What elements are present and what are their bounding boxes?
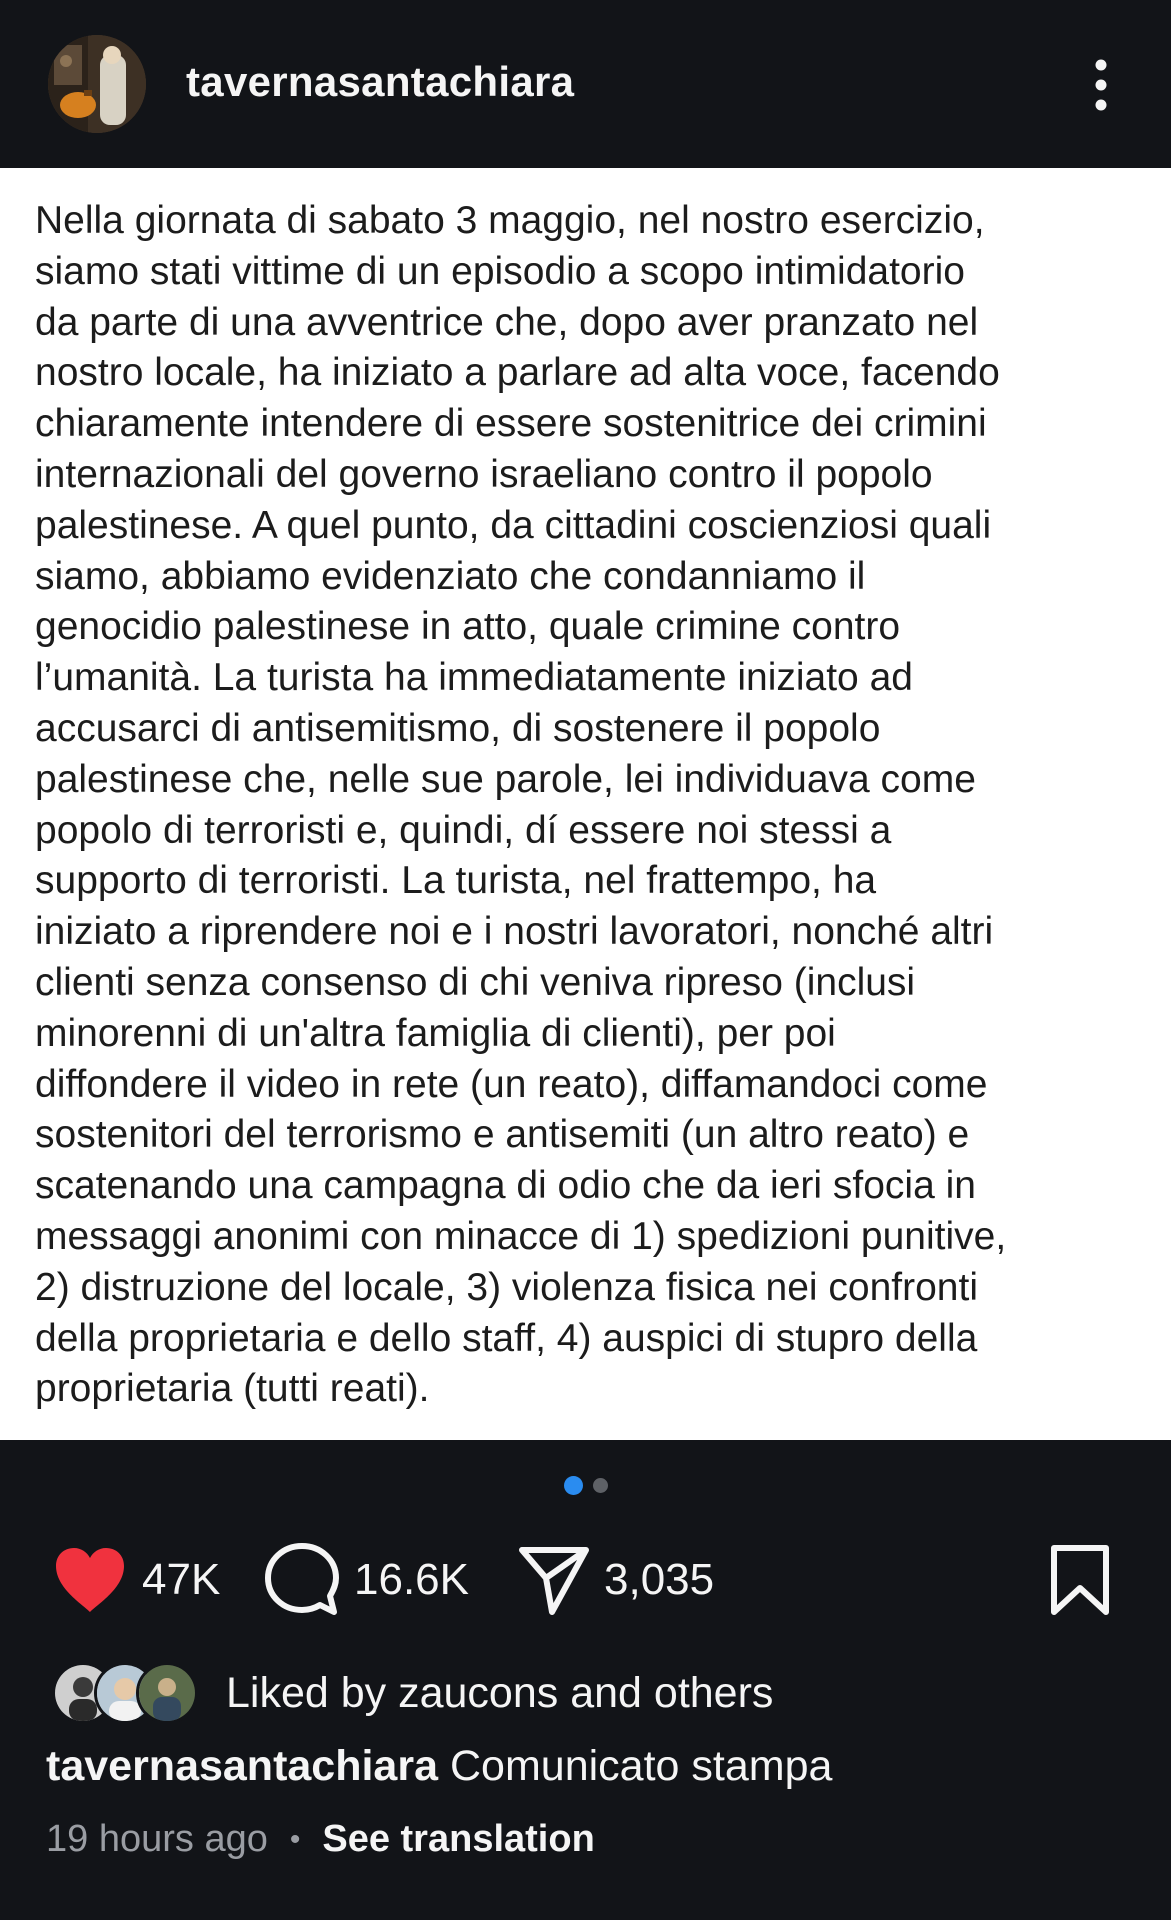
meta-separator: • [289,1822,301,1856]
share-button[interactable] [518,1540,714,1620]
post-meta [46,1818,595,1861]
caption-username[interactable]: tavernasantachiara [46,1742,438,1790]
see-translation-link[interactable]: See translation [322,1818,595,1860]
like-count: 47K [142,1555,221,1604]
post-image[interactable] [0,168,1171,1440]
comment-button[interactable] [264,1540,469,1620]
post-caption [46,1742,832,1791]
carousel-indicator [0,1478,1171,1495]
like-button[interactable] [52,1540,220,1620]
save-button[interactable] [1048,1540,1112,1620]
more-options-button[interactable] [1080,55,1122,115]
liker-avatar-image [139,1665,195,1721]
bookmark-icon [1048,1544,1112,1616]
liked-by-row[interactable] [52,1660,773,1726]
post-header [0,0,1171,168]
post-username[interactable]: tavernasantachiara [186,58,575,105]
comment-bubble-icon [264,1542,340,1618]
send-icon [518,1544,590,1616]
carousel-dot-active [564,1476,583,1495]
heart-filled-icon [52,1546,128,1614]
more-vertical-icon [1080,55,1122,115]
caption-text: Comunicato stampa [450,1742,833,1790]
post-statement-text: Nella giornata di sabato 3 maggio, nel nostro esercizio, siamo stati vittime di un episodio a scopo intimidatorio da parte di una avventrice che, dopo aver pranzato nel nostro locale, ha iniziato a parlare ad alta voce, facendo chiaramente intendere di essere sostenitrice dei crimini internazionali del governo israeliano contro il popolo palestinese. A quel punto, da cittadini coscienziosi quali siamo, abbiamo evidenziato che condanniamo il genocidio palestinese in atto, quale crimine contro l’umanità. La turista ha immediatamente iniziato ad accusarci di antisemitismo, di sostenere il popolo palestinese che, nelle sue parole, lei individuava come popolo di terroristi e, quindi, dí essere noi stessi a supporto di terroristi. La turista, nel frattempo, ha iniziato a riprendere noi e i nostri lavoratori, nonché altri clienti senza consenso di chi veniva ripreso (inclusi minorenni di un'altra famiglia di clienti), per poi diffondere il video in rete (un reato), diffamandoci come sostenitori del terrorismo e antisemiti (un altro reato) e scatenando una campagna di odio che da ieri sfocia in messaggi anonimi con minacce di 1) spedizioni punitive, 2) distruzione del locale, 3) violenza fisica nei confronti della proprietaria e dello staff, 4) auspici di stupro della proprietaria (tutti reati). [35,199,1007,1411]
comment-count: 16.6K [354,1555,469,1604]
carousel-dot [593,1478,608,1493]
profile-avatar[interactable] [48,35,146,133]
action-bar [0,1540,1171,1620]
liker-avatar [136,1662,198,1724]
post-timestamp: 19 hours ago [46,1818,268,1860]
liked-by-text: Liked by zaucons and others [226,1668,774,1717]
share-count: 3,035 [604,1555,715,1604]
avatar-image [48,35,146,133]
